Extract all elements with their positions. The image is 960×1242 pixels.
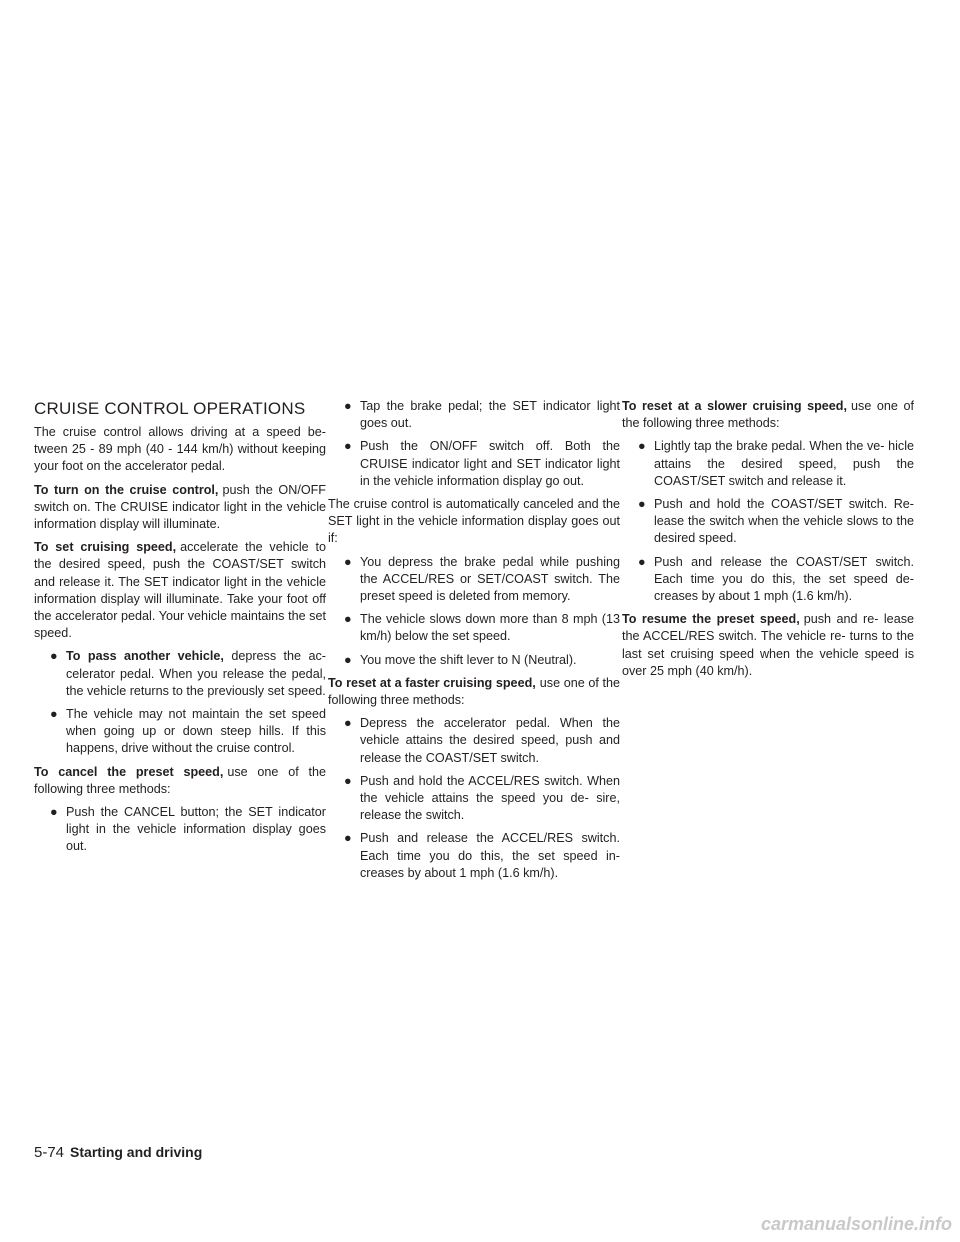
bullet-icon: ●: [344, 716, 352, 731]
slower-paragraph: [622, 398, 914, 432]
slower-text: use one of the following three methods:: [622, 399, 914, 431]
column-3: [622, 398, 914, 686]
section-title: CRUISE CONTROL OPERATIONS: [34, 399, 306, 418]
bullet-icon: ●: [344, 773, 352, 788]
intro-paragraph: The cruise control allows driving at a speed be- tween 25 - 89 mph (40 - 144 km/h) without keeping your foot on the accelerator pedal.: [34, 425, 326, 474]
list-item: [328, 652, 620, 669]
pass-text: depress the ac- celerator pedal. When you release the pedal, the vehicle returns to the previously set speed.: [66, 649, 326, 698]
bullet-icon: ●: [344, 652, 352, 667]
list-item: [622, 496, 914, 548]
set-speed-lead: To set cruising speed,: [34, 540, 177, 555]
column-1: [34, 398, 326, 862]
turn-on-paragraph: [34, 482, 326, 534]
bullet-icon: ●: [50, 805, 58, 820]
bullet-icon: ●: [50, 707, 58, 722]
bullet-icon: ●: [638, 439, 646, 454]
cancel-text: use one of the following three methods:: [34, 764, 326, 796]
turn-on-text: push the ON/OFF switch on. The CRUISE indicator light in the vehicle information display will illuminate.: [34, 482, 327, 532]
page-number: 5-74: [34, 1144, 65, 1161]
auto-cancel-list: [328, 554, 620, 669]
column-2: [328, 398, 620, 888]
faster-method-2: Push and hold the ACCEL/RES switch. When the vehicle attains the speed you de- sire, release the switch.: [360, 773, 620, 823]
list-item: [328, 611, 620, 645]
slower-lead: To reset at a slower cruising speed,: [622, 399, 848, 413]
list-item: [622, 438, 914, 490]
watermark: carmanualsonline.info: [760, 1214, 952, 1234]
faster-method-1: Depress the accelerator pedal. When the vehicle attains the desired speed, push and release the COAST/SET switch.: [360, 716, 620, 765]
resume-lead: To resume the preset speed,: [622, 612, 800, 627]
bullet-icon: ●: [638, 554, 646, 569]
list-item: [34, 706, 326, 758]
list-item: [328, 554, 620, 606]
bullet-icon: ●: [638, 497, 646, 512]
bullet-icon: ●: [344, 399, 352, 413]
slower-method-2: Push and hold the COAST/SET switch. Re- lease the switch when the vehicle slows to the desired speed.: [654, 497, 914, 546]
set-speed-list: [34, 648, 326, 757]
turn-on-lead: To turn on the cruise control,: [34, 482, 219, 497]
list-item: [328, 715, 620, 767]
slower-method-3: Push and release the COAST/SET switch. Each time you do this, the set speed de- creases by about 1 mph (1.6 km/h).: [654, 554, 914, 604]
list-item: [328, 830, 620, 882]
auto-cancel-3: You move the shift lever to N (Neutral).: [360, 652, 577, 667]
faster-text: use one of the following three methods:: [328, 675, 621, 708]
list-item: [622, 554, 914, 606]
set-speed-paragraph: [34, 539, 326, 642]
bullet-icon: ●: [344, 439, 352, 454]
faster-list: [328, 715, 620, 882]
list-item: [328, 438, 620, 490]
list-item: [328, 398, 620, 432]
cancel-list: [34, 804, 326, 856]
cancel-lead: To cancel the preset speed,: [34, 764, 224, 779]
page-footer: [34, 1144, 202, 1161]
cancel-method-2: Tap the brake pedal; the SET indicator light goes out.: [360, 399, 620, 431]
bullet-icon: ●: [344, 612, 352, 627]
list-item: [328, 773, 620, 825]
resume-paragraph: [622, 611, 914, 680]
set-speed-text: accelerate the vehicle to the desired speed, push the COAST/SET switch and release it. The SET indicator light in the vehicle information display will illuminate. Take your foot off the accelerator pedal. Your vehicle maintains the set speed.: [34, 540, 326, 641]
resume-text: push and re- lease the ACCEL/RES switch. The vehicle re- turns to the last set cruising speed when the vehicle speed is over 25 mph (40 km/h).: [622, 612, 914, 678]
list-item: [34, 648, 326, 700]
auto-cancel-2: The vehicle slows down more than 8 mph (13 km/h) below the set speed.: [360, 612, 620, 644]
cancel-list-continued: [328, 398, 620, 490]
hills-text: The vehicle may not maintain the set speed when going up or down steep hills. If this happens, drive without the cruise control.: [66, 707, 326, 756]
cancel-method-3: Push the ON/OFF switch off. Both the CRUISE indicator light and SET indicator light in the vehicle information display go out.: [360, 439, 620, 488]
auto-cancel-paragraph: The cruise control is automatically canceled and the SET light in the vehicle information display goes out if:: [328, 497, 620, 546]
faster-paragraph: [328, 675, 620, 709]
bullet-icon: ●: [344, 554, 352, 569]
auto-cancel-1: You depress the brake pedal while pushing the ACCEL/RES or SET/COAST switch. The preset speed is deleted from memory.: [360, 554, 620, 604]
list-item: [34, 804, 326, 856]
cancel-method-1: Push the CANCEL button; the SET indicator light in the vehicle information display goes out.: [66, 805, 326, 854]
bullet-icon: ●: [50, 649, 58, 664]
faster-method-3: Push and release the ACCEL/RES switch. Each time you do this, the set speed in- creases by about 1 mph (1.6 km/h).: [360, 831, 620, 880]
faster-lead: To reset at a faster cruising speed,: [328, 675, 536, 690]
slower-list: [622, 438, 914, 605]
slower-method-1: Lightly tap the brake pedal. When the ve- hicle attains the desired speed, push the COAST/SET switch and release it.: [654, 439, 914, 488]
section-name: Starting and driving: [70, 1144, 203, 1160]
bullet-icon: ●: [344, 831, 352, 846]
cancel-paragraph: [34, 764, 326, 798]
pass-lead: To pass another vehicle,: [66, 649, 224, 664]
